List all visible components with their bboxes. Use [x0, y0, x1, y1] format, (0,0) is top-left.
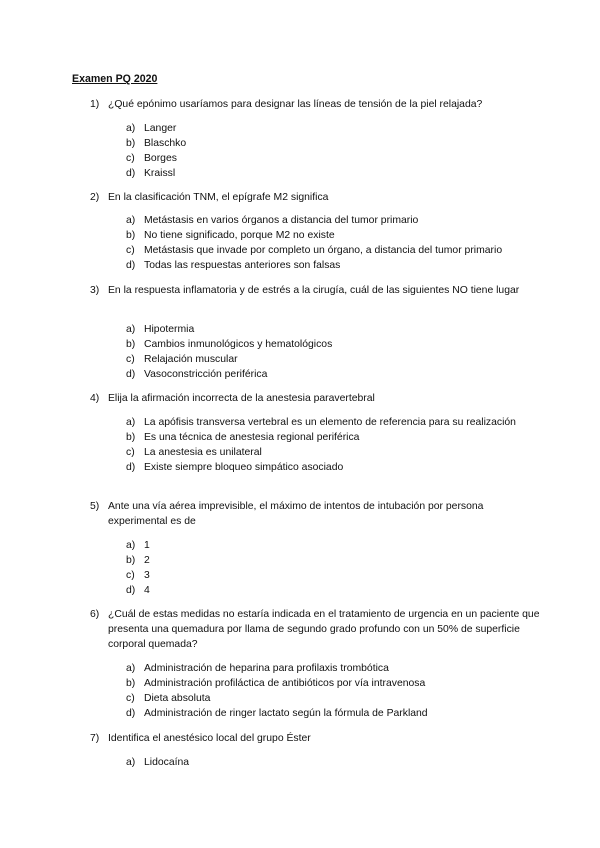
option	[126, 213, 536, 228]
question-2-options	[126, 213, 536, 273]
question-text: Ante una vía aérea imprevisible, el máximo de intentos de intubación por persona experimental es de	[108, 501, 484, 527]
option	[126, 166, 536, 181]
option	[126, 553, 536, 568]
option	[126, 583, 536, 598]
question-1	[90, 97, 540, 112]
question-number: 7)	[90, 733, 100, 744]
question-number: 2)	[90, 192, 100, 203]
option-letter: b)	[126, 230, 136, 241]
option-letter: b)	[126, 432, 136, 443]
option	[126, 676, 536, 691]
option-text: Todas las respuestas anteriores son falsas	[144, 260, 341, 271]
option-text: Metástasis que invade por completo un órgano, a distancia del tumor primario	[144, 245, 503, 256]
exam-title: Examen PQ 2020	[72, 73, 158, 85]
option-letter: c)	[126, 153, 135, 164]
question-5-options	[126, 538, 536, 598]
option	[126, 258, 536, 273]
question-text: ¿Cuál de estas medidas no estaría indicada en el tratamiento de urgencia en un paciente que presenta una quemadura por llama de segundo grado profundo con un 50% de superficie corporal quemada?	[108, 609, 540, 650]
option-text: Cambios inmunológicos y hematológicos	[144, 339, 333, 350]
option	[126, 322, 536, 337]
question-text: ¿Qué epónimo usaríamos para designar las líneas de tensión de la piel relajada?	[108, 99, 483, 110]
option	[126, 136, 536, 151]
question-6	[90, 607, 540, 652]
question-7-options	[126, 755, 536, 770]
option-letter: b)	[126, 339, 136, 350]
question-4-options	[126, 415, 536, 475]
option	[126, 691, 536, 706]
option-text: Administración de ringer lactato según la fórmula de Parkland	[144, 708, 428, 719]
option	[126, 661, 536, 676]
option-text: Relajación muscular	[144, 354, 238, 365]
option-letter: a)	[126, 417, 136, 428]
option-text: No tiene significado, porque M2 no existe	[144, 230, 335, 241]
question-6-options	[126, 661, 536, 721]
option	[126, 445, 536, 460]
option	[126, 367, 536, 382]
question-1-options	[126, 121, 536, 181]
option-text: Es una técnica de anestesia regional periférica	[144, 432, 360, 443]
option-letter: d)	[126, 462, 136, 473]
question-text: Identifica el anestésico local del grupo Éster	[108, 733, 311, 744]
option-text: Lidocaína	[144, 757, 190, 768]
option-letter: b)	[126, 555, 136, 566]
option-letter: b)	[126, 138, 136, 149]
option-text: 4	[144, 585, 150, 596]
option	[126, 755, 536, 770]
option	[126, 538, 536, 553]
option	[126, 415, 536, 430]
option-letter: a)	[126, 324, 136, 335]
option	[126, 706, 536, 721]
question-7	[90, 731, 540, 746]
option-text: Metástasis en varios órganos a distancia del tumor primario	[144, 215, 419, 226]
option-letter: c)	[126, 570, 135, 581]
option-letter: d)	[126, 260, 136, 271]
option	[126, 460, 536, 475]
option-text: La apófisis transversa vertebral es un elemento de referencia para su realización	[144, 417, 516, 428]
option-letter: c)	[126, 354, 135, 365]
question-number: 3)	[90, 285, 100, 296]
option-letter: a)	[126, 663, 136, 674]
option	[126, 243, 536, 258]
option-text: 1	[144, 540, 150, 551]
option	[126, 337, 536, 352]
question-number: 5)	[90, 501, 100, 512]
option-text: Administración de heparina para profilaxis trombótica	[144, 663, 389, 674]
option-text: La anestesia es unilateral	[144, 447, 262, 458]
option-letter: d)	[126, 708, 136, 719]
option-text: 3	[144, 570, 150, 581]
option-text: Hipotermia	[144, 324, 195, 335]
option-text: 2	[144, 555, 150, 566]
option-letter: c)	[126, 447, 135, 458]
option-text: Existe siempre bloqueo simpático asociado	[144, 462, 344, 473]
question-5	[90, 499, 540, 529]
option	[126, 228, 536, 243]
question-number: 6)	[90, 609, 100, 620]
option-letter: b)	[126, 678, 136, 689]
option-letter: a)	[126, 123, 136, 134]
question-3-options	[126, 322, 536, 382]
option-letter: d)	[126, 369, 136, 380]
option-text: Blaschko	[144, 138, 187, 149]
option-letter: a)	[126, 215, 136, 226]
option-text: Borges	[144, 153, 177, 164]
option-letter: a)	[126, 540, 136, 551]
question-2	[90, 190, 540, 205]
option-letter: a)	[126, 757, 136, 768]
option-letter: c)	[126, 693, 135, 704]
option-letter: d)	[126, 168, 136, 179]
question-4	[90, 391, 540, 406]
option-letter: c)	[126, 245, 135, 256]
question-number: 1)	[90, 99, 100, 110]
option-text: Langer	[144, 123, 177, 134]
option-text: Dieta absoluta	[144, 693, 211, 704]
question-3	[90, 283, 540, 298]
option	[126, 151, 536, 166]
question-text: En la respuesta inflamatoria y de estrés a la cirugía, cuál de las siguientes NO tiene lugar	[108, 285, 520, 296]
option-text: Vasoconstricción periférica	[144, 369, 268, 380]
option	[126, 121, 536, 136]
question-text: En la clasificación TNM, el epígrafe M2 significa	[108, 192, 329, 203]
option-text: Kraissl	[144, 168, 176, 179]
option-letter: d)	[126, 585, 136, 596]
question-text: Elija la afirmación incorrecta de la anestesia paravertebral	[108, 393, 375, 404]
option	[126, 430, 536, 445]
option	[126, 352, 536, 367]
question-number: 4)	[90, 393, 100, 404]
option	[126, 568, 536, 583]
option-text: Administración profiláctica de antibióticos por vía intravenosa	[144, 678, 426, 689]
